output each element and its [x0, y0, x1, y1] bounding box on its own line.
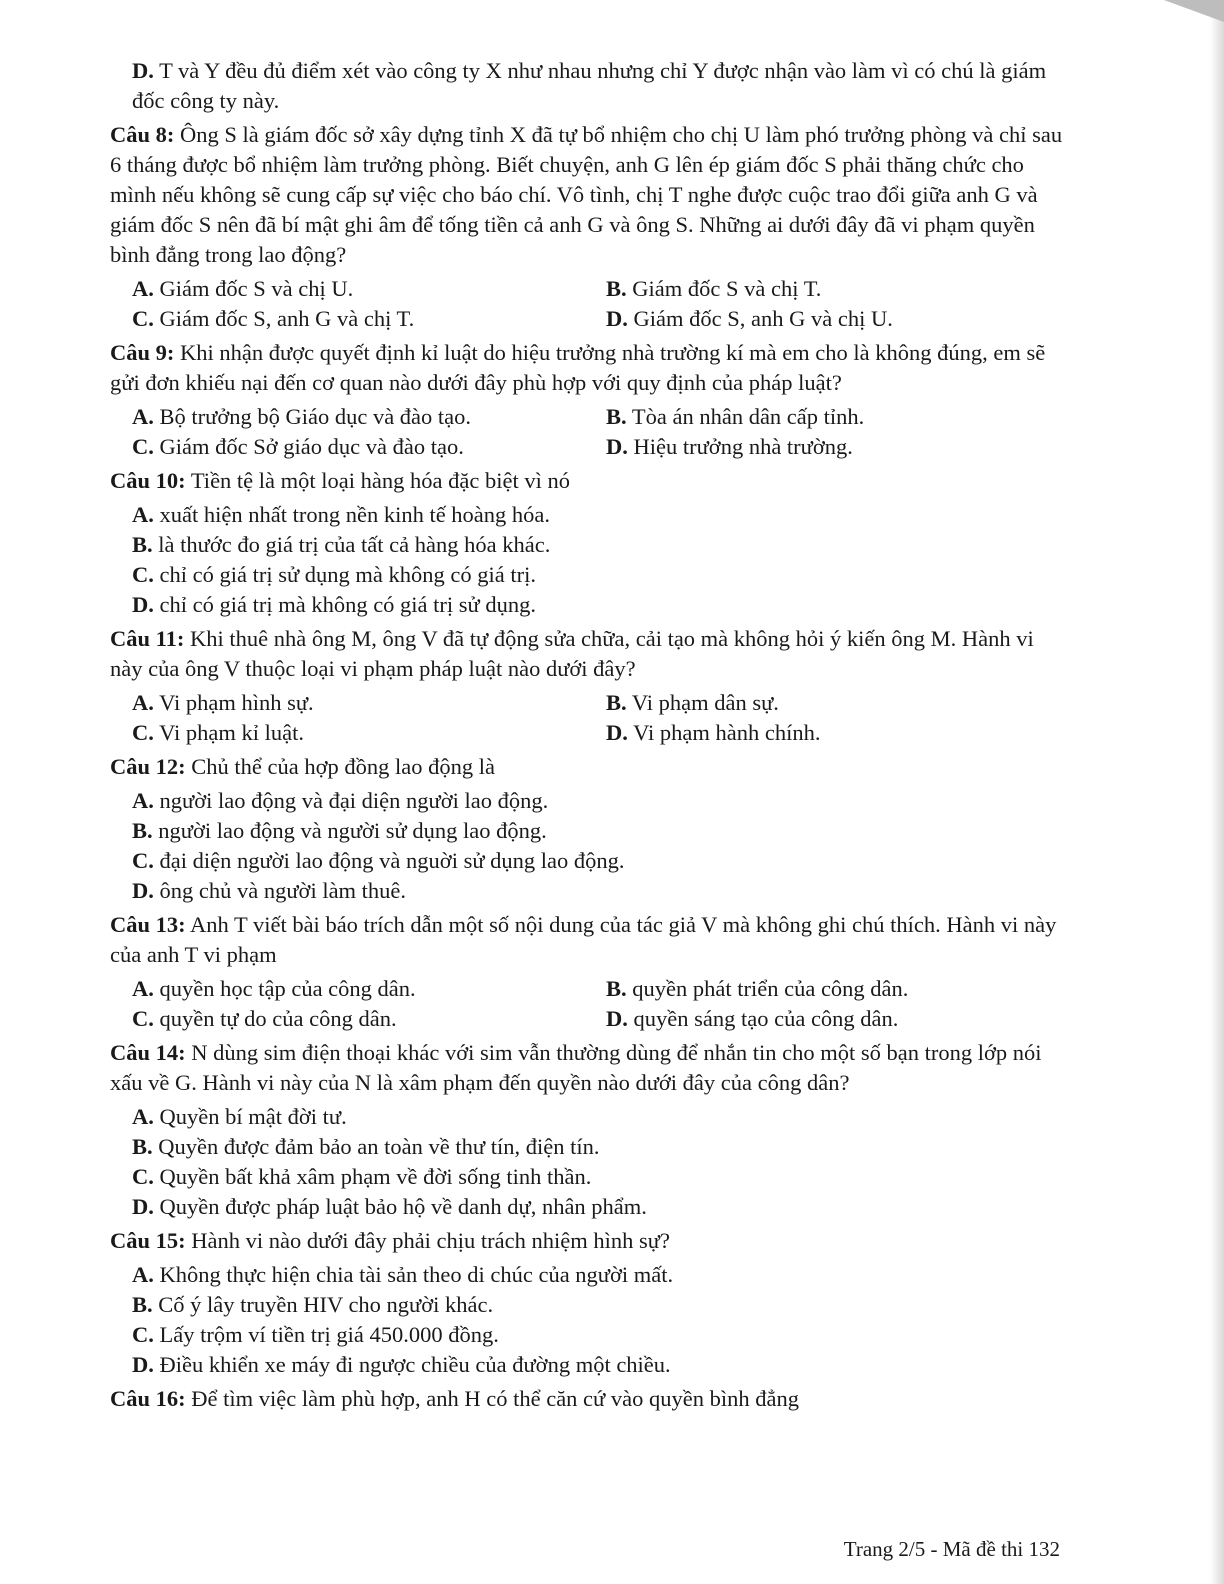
option-c	[110, 1162, 1070, 1192]
question-9	[110, 338, 1070, 462]
option-letter: B.	[606, 976, 627, 1001]
option-c	[110, 432, 606, 462]
option-letter: C.	[132, 434, 154, 459]
question-label: Câu 9:	[110, 340, 175, 365]
option-text: quyền phát triển của công dân.	[632, 976, 909, 1001]
option-b	[606, 688, 1070, 718]
option-c	[110, 1004, 606, 1034]
option-letter: B.	[132, 1134, 153, 1159]
option-letter: B.	[132, 532, 153, 557]
option-text: Giám đốc S, anh G và chị T.	[159, 306, 415, 331]
option-letter: A.	[132, 788, 154, 813]
option-letter: C.	[132, 306, 154, 331]
option-letter: A.	[132, 1104, 154, 1129]
question-label: Câu 8:	[110, 122, 175, 147]
option-a	[110, 688, 606, 718]
option-c	[110, 718, 606, 748]
options-grid	[110, 274, 1070, 334]
option-a	[110, 1260, 1070, 1290]
question-text: Ông S là giám đốc sở xây dựng tỉnh X đã tự bổ nhiệm cho chị U làm phó trưởng phòng và chỉ sau 6 tháng được bổ nhiệm làm trưởng phòng. Biết chuyện, anh G lên ép giám đốc S phải thăng chức cho mình nếu không sẽ cung cấp sự việc cho báo chí. Vô tình, chị T nghe được cuộc trao đổi giữa anh G và giám đốc S nên đã bí mật ghi âm để tống tiền cả anh G và ông S. Những ai dưới đây đã vi phạm quyền bình đẳng trong lao động?	[110, 122, 1063, 267]
option-b	[110, 530, 1070, 560]
question-10	[110, 466, 1070, 620]
option-text: Giám đốc S và chị U.	[159, 276, 354, 301]
option-text: Điều khiển xe máy đi ngược chiều của đường một chiều.	[159, 1352, 671, 1377]
option-letter: C.	[132, 848, 154, 873]
option-letter: B.	[606, 404, 627, 429]
option-text: Cố ý lây truyền HIV cho người khác.	[158, 1292, 494, 1317]
option-b	[606, 402, 1070, 432]
question-14	[110, 1038, 1070, 1222]
options-grid	[110, 974, 1070, 1034]
options-list	[110, 786, 1070, 906]
option-text: Quyền được pháp luật bảo hộ về danh dự, nhân phẩm.	[159, 1194, 647, 1219]
option-a	[110, 500, 1070, 530]
options-grid	[110, 402, 1070, 462]
exam-content	[110, 56, 1070, 1414]
question-label: Câu 13:	[110, 912, 186, 937]
page-footer: Trang 2/5 - Mã đề thi 132	[843, 1537, 1060, 1561]
option-a	[110, 402, 606, 432]
question-8	[110, 120, 1070, 334]
option-text: Bộ trưởng bộ Giáo dục và đào tạo.	[159, 404, 472, 429]
option-text: Quyền bí mật đời tư.	[159, 1104, 347, 1129]
option-letter: D.	[132, 878, 154, 903]
question-text: Hành vi nào dưới đây phải chịu trách nhiệm hình sự?	[191, 1228, 670, 1253]
option-text: ông chủ và người làm thuê.	[159, 878, 407, 903]
option-letter: A.	[132, 404, 154, 429]
option-c	[110, 560, 1070, 590]
option-text: Lấy trộm ví tiền trị giá 450.000 đồng.	[159, 1322, 499, 1347]
question-label: Câu 10:	[110, 468, 186, 493]
option-text: người lao động và đại diện người lao động.	[159, 788, 549, 813]
option-c	[110, 1320, 1070, 1350]
option-b	[110, 1132, 1070, 1162]
option-text: T và Y đều đủ điểm xét vào công ty X như nhau nhưng chỉ Y được nhận vào làm vì có chú là giám đốc công ty này.	[132, 58, 1047, 113]
option-a	[110, 974, 606, 1004]
option-b	[606, 274, 1070, 304]
option-letter: B.	[132, 818, 153, 843]
option-text: xuất hiện nhất trong nền kinh tế hoàng hóa.	[159, 502, 551, 527]
option-text: Vi phạm dân sự.	[631, 690, 779, 715]
question-12	[110, 752, 1070, 906]
option-letter: A.	[132, 690, 154, 715]
question-text: Khi nhận được quyết định kỉ luật do hiệu trưởng nhà trường kí mà em cho là không đúng, em sẽ gửi đơn khiếu nại đến cơ quan nào dưới đây phù hợp với quy định của pháp luật?	[110, 340, 1046, 395]
option-text: Giám đốc Sở giáo dục và đào tạo.	[159, 434, 464, 459]
option-d	[110, 1192, 1070, 1222]
options-list	[110, 500, 1070, 620]
options-grid	[110, 688, 1070, 748]
question-text: N dùng sim điện thoại khác với sim vẫn thường dùng để nhắn tin cho một số bạn trong lớp nói xấu về G. Hành vi này của N là xâm phạm đến quyền nào dưới đây của công dân?	[110, 1040, 1042, 1095]
question-label: Câu 14:	[110, 1040, 186, 1065]
option-d	[606, 1004, 1070, 1034]
prev-question-option-d	[110, 56, 1070, 116]
option-b	[606, 974, 1070, 1004]
question-label: Câu 16:	[110, 1386, 186, 1411]
option-letter: A.	[132, 276, 154, 301]
option-letter: D.	[606, 434, 628, 459]
option-text: Giám đốc S, anh G và chị U.	[633, 306, 893, 331]
question-text: Khi thuê nhà ông M, ông V đã tự động sửa chữa, cải tạo mà không hỏi ý kiến ông M. Hành vi này của ông V thuộc loại vi phạm pháp luật nào dưới đây?	[110, 626, 1034, 681]
option-letter: C.	[132, 562, 154, 587]
option-letter: D.	[606, 720, 628, 745]
option-text: Không thực hiện chia tài sản theo di chúc của người mất.	[159, 1262, 674, 1287]
option-letter: D.	[132, 1352, 154, 1377]
question-16	[110, 1384, 1070, 1414]
option-letter: D.	[132, 58, 154, 83]
question-11	[110, 624, 1070, 748]
option-d	[110, 590, 1070, 620]
question-text: Chủ thể của hợp đồng lao động là	[191, 754, 495, 779]
question-label: Câu 15:	[110, 1228, 186, 1253]
option-letter: D.	[606, 1006, 628, 1031]
option-letter: C.	[132, 1164, 154, 1189]
option-text: Giám đốc S và chị T.	[632, 276, 822, 301]
option-letter: D.	[132, 1194, 154, 1219]
option-letter: D.	[606, 306, 628, 331]
folded-corner	[1164, 0, 1224, 22]
option-letter: B.	[606, 690, 627, 715]
option-a	[110, 786, 1070, 816]
question-label: Câu 12:	[110, 754, 186, 779]
option-d	[110, 876, 1070, 906]
option-text: Tòa án nhân dân cấp tỉnh.	[631, 404, 865, 429]
option-letter: C.	[132, 720, 154, 745]
question-text: Tiền tệ là một loại hàng hóa đặc biệt vì nó	[190, 468, 570, 493]
option-letter: D.	[132, 592, 154, 617]
question-13	[110, 910, 1070, 1034]
option-text: chỉ có giá trị sử dụng mà không có giá trị.	[159, 562, 536, 587]
option-text: Hiệu trưởng nhà trường.	[633, 434, 853, 459]
option-d	[110, 1350, 1070, 1380]
option-letter: B.	[606, 276, 627, 301]
question-15	[110, 1226, 1070, 1380]
question-text: Anh T viết bài báo trích dẫn một số nội dung của tác giả V mà không ghi chú thích. Hành vi này của anh T vi phạm	[110, 912, 1057, 967]
option-text: chỉ có giá trị mà không có giá trị sử dụng.	[159, 592, 536, 617]
option-letter: C.	[132, 1322, 154, 1347]
option-c	[110, 846, 1070, 876]
options-list	[110, 1260, 1070, 1380]
option-letter: A.	[132, 502, 154, 527]
question-text: Để tìm việc làm phù hợp, anh H có thể căn cứ vào quyền bình đẳng	[191, 1386, 799, 1411]
option-text: quyền tự do của công dân.	[159, 1006, 397, 1031]
option-b	[110, 816, 1070, 846]
option-letter: B.	[132, 1292, 153, 1317]
option-text: Quyền bất khả xâm phạm về đời sống tinh thần.	[159, 1164, 592, 1189]
option-d	[606, 304, 1070, 334]
option-letter: C.	[132, 1006, 154, 1031]
option-c	[110, 304, 606, 334]
option-a	[110, 1102, 1070, 1132]
option-text: đại diện người lao động và nguời sử dụng lao động.	[159, 848, 625, 873]
options-list	[110, 1102, 1070, 1222]
option-text: Vi phạm hành chính.	[633, 720, 821, 745]
option-text: quyền học tập của công dân.	[159, 976, 416, 1001]
option-text: quyền sáng tạo của công dân.	[633, 1006, 899, 1031]
option-text: người lao động và người sử dụng lao động.	[158, 818, 547, 843]
option-letter: A.	[132, 1262, 154, 1287]
option-text: là thước đo giá trị của tất cả hàng hóa khác.	[158, 532, 551, 557]
option-a	[110, 274, 606, 304]
option-text: Vi phạm kỉ luật.	[159, 720, 304, 745]
option-d	[606, 718, 1070, 748]
option-d	[606, 432, 1070, 462]
option-letter: A.	[132, 976, 154, 1001]
option-b	[110, 1290, 1070, 1320]
question-label: Câu 11:	[110, 626, 185, 651]
page-edge-shadow	[1210, 0, 1224, 1584]
option-text: Quyền được đảm bảo an toàn về thư tín, điện tín.	[158, 1134, 600, 1159]
option-text: Vi phạm hình sự.	[159, 690, 314, 715]
